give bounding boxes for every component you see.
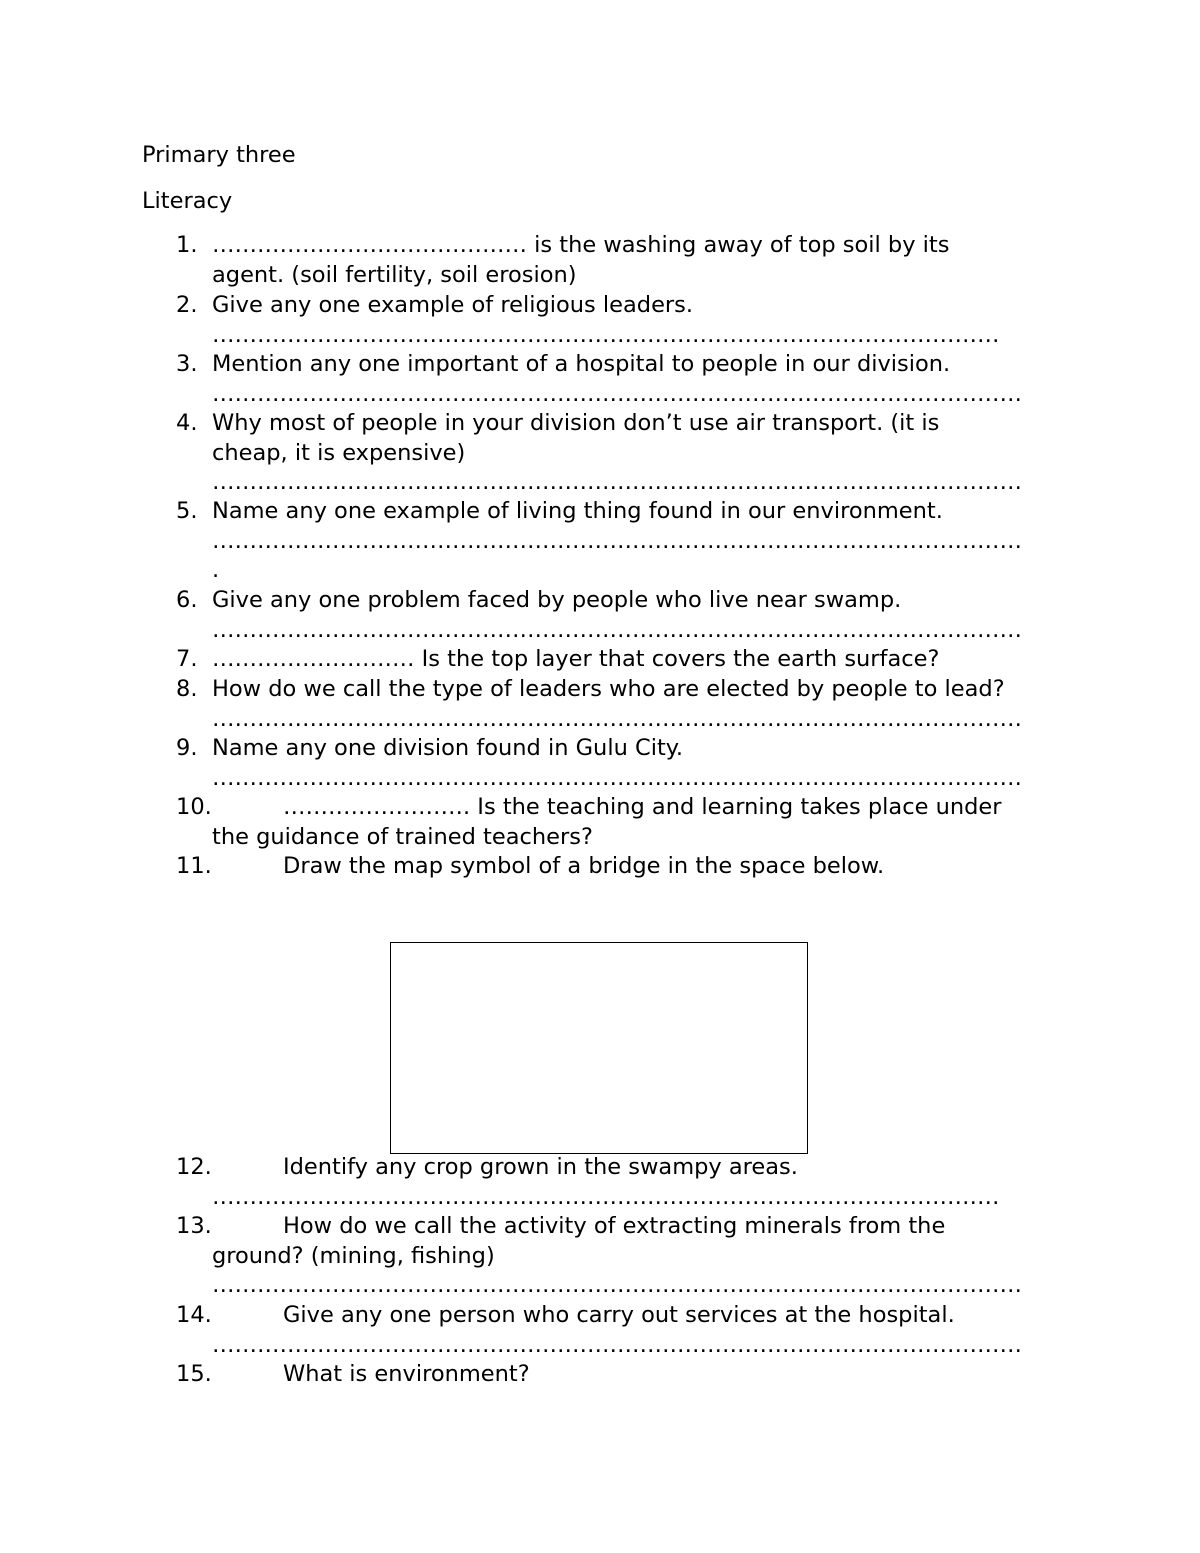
question-line: Name any one division found in Gulu City. — [212, 735, 684, 761]
question-number: 8. — [176, 676, 198, 702]
question-line: …………………………………… is the washing away of top soil by its — [212, 232, 950, 258]
question-text — [212, 409, 1072, 498]
answer-line: ……………………………………………………………………………………………… — [212, 705, 1022, 732]
question-text — [212, 1360, 1072, 1390]
question-line: What is environment? — [283, 1361, 530, 1387]
question-number: 3. — [176, 351, 198, 377]
answer-line: . — [212, 557, 220, 584]
answer-line: ……………………………………………………………………………………………… — [212, 527, 1022, 554]
question-text — [212, 852, 1072, 882]
question-line: How do we call the activity of extracting minerals from the — [283, 1213, 946, 1239]
question-line: Name any one example of living thing found in our environment. — [212, 498, 943, 524]
answer-line: ……………………………………………………………………………………………… — [212, 616, 1022, 643]
subject-heading: Literacy — [142, 188, 233, 214]
question-number: 13. — [176, 1213, 212, 1239]
question-text — [212, 645, 1072, 675]
question-text — [212, 350, 1072, 409]
answer-line: ……………………………………………………………………………………………… — [212, 764, 1022, 791]
question-number: 15. — [176, 1361, 212, 1387]
question-line: the guidance of trained teachers? — [212, 823, 593, 850]
answer-line: …………………………………………………………………………………………… — [212, 321, 1000, 348]
answer-line: ……………………………………………………………………………………………… — [212, 469, 1022, 496]
question-number: 7. — [176, 646, 198, 672]
drawing-answer-box[interactable] — [390, 942, 808, 1154]
question-line: Give any one problem faced by people who live near swamp. — [212, 587, 902, 613]
question-text — [212, 1301, 1072, 1360]
question-number: 11. — [176, 853, 212, 879]
question-line: Draw the map symbol of a bridge in the space below. — [283, 853, 885, 879]
question-number: 1. — [176, 232, 198, 258]
question-line: cheap, it is expensive) — [212, 439, 466, 466]
question-number: 6. — [176, 587, 198, 613]
question-text — [212, 291, 1072, 350]
question-text — [212, 1212, 1072, 1301]
question-line: How do we call the type of leaders who are elected by people to lead? — [212, 676, 1005, 702]
question-text — [212, 586, 1072, 645]
question-line: Why most of people in your division don’t use air transport. (it is — [212, 410, 940, 436]
question-line: Identify any crop grown in the swampy areas. — [283, 1154, 798, 1180]
question-number: 10. — [176, 794, 212, 820]
answer-line: ……………………………………………………………………………………………… — [212, 1272, 1022, 1299]
question-text — [212, 231, 1072, 290]
question-text — [212, 1153, 1072, 1212]
question-text — [212, 497, 1072, 586]
question-number: 4. — [176, 410, 198, 436]
question-line: agent. (soil fertility, soil erosion) — [212, 261, 577, 288]
question-number: 12. — [176, 1154, 212, 1180]
question-line: ground? (mining, fishing) — [212, 1242, 495, 1269]
class-name-heading: Primary three — [142, 142, 296, 168]
question-line: Mention any one important of a hospital to people in our division. — [212, 351, 951, 377]
question-text — [212, 675, 1072, 734]
answer-line: …………………………………………………………………………………………… — [212, 1183, 1000, 1210]
question-text — [212, 734, 1072, 793]
question-line: Give any one example of religious leaders. — [212, 292, 694, 318]
question-text — [212, 793, 1072, 852]
question-number: 9. — [176, 735, 198, 761]
question-line: Give any one person who carry out services at the hospital. — [283, 1302, 955, 1328]
question-number: 14. — [176, 1302, 212, 1328]
question-number: 2. — [176, 292, 198, 318]
answer-line: ……………………………………………………………………………………………… — [212, 1331, 1022, 1358]
question-line: ……………………… Is the top layer that covers the earth surface? — [212, 646, 940, 672]
question-number: 5. — [176, 498, 198, 524]
answer-line: ……………………………………………………………………………………………… — [212, 380, 1022, 407]
question-line: ……………………. Is the teaching and learning takes place under — [283, 794, 1002, 820]
